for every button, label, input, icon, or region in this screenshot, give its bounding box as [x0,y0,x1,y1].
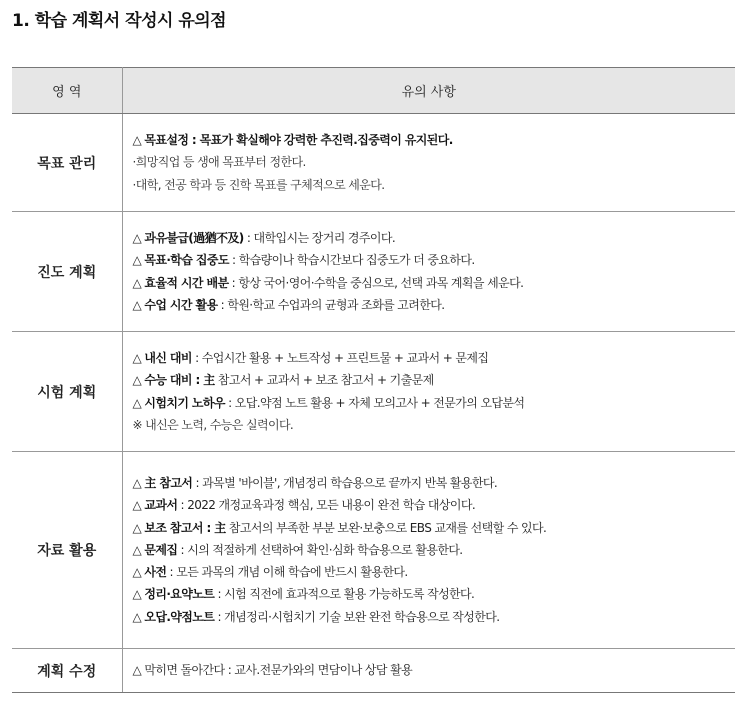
row-notes [122,212,735,332]
guidelines-table [12,67,735,693]
note-line: △ 오답.약점노트 : 개념정리·시험치기 기술 보완 완전 학습용으로 작성한다. [132,609,500,624]
header-notes: 유의 사항 [122,68,735,114]
note-line: △ 목표·학습 집중도 : 학습량이나 학습시간보다 집중도가 더 중요하다. [132,253,475,268]
row-category: 목표 관리 [12,114,122,212]
row-notes [122,649,735,693]
row-category: 자료 활용 [12,452,122,649]
note-line: △ 막히면 돌아간다 : 교사.전문가와의 면담이나 상담 활용 [132,663,413,678]
page-title: 1. 학습 계획서 작성시 유의점 [12,11,227,31]
note-line: △ 시험치기 노하우 : 오답.약점 노트 활용 + 자체 모의고사 + 전문가의 오답분석 [132,395,525,410]
row-category: 진도 계획 [12,212,122,332]
row-notes [122,332,735,452]
note-line: △ 정리·요약노트 : 시험 직전에 효과적으로 활용 가능하도록 작성한다. [132,587,475,602]
note-line: △ 교과서 : 2022 개정교육과정 핵심, 모든 내용이 완전 학습 대상이다. [132,498,476,513]
table-row [12,452,735,649]
note-line: △ 수업 시간 활용 : 학원·학교 수업과의 균형과 조화를 고려한다. [132,297,445,312]
row-category: 시험 계획 [12,332,122,452]
note-line: △ 사전 : 모든 과목의 개념 이해 학습에 반드시 활용한다. [132,565,408,580]
note-line: ·대학, 전공 학과 등 진학 목표를 구체적으로 세운다. [132,177,385,192]
note-line: △ 主 참고서 : 과목별 '바이블', 개념정리 학습용으로 끝까지 반복 활용한다. [132,475,498,490]
note-line: △ 과유불급(過猶不及) : 대학입시는 장거리 경주이다. [132,230,396,245]
row-notes [122,114,735,212]
row-notes [122,452,735,649]
table-row [12,649,735,693]
table-header-row [12,68,735,114]
table-row [12,212,735,332]
note-line: ※ 내신은 노력, 수능은 실력이다. [132,417,294,432]
note-line: △ 내신 대비 : 수업시간 활용 + 노트작성 + 프린트물 + 교과서 + 문제집 [132,350,489,365]
table-row [12,332,735,452]
note-line: △ 보조 참고서 : 主 참고서의 부족한 부분 보완·보충으로 EBS 교재를 선택할 수 있다. [132,520,547,535]
note-line: ·희망직업 등 생애 목표부터 정한다. [132,155,306,170]
row-category: 계획 수정 [12,649,122,693]
table-row [12,114,735,212]
header-category: 영 역 [12,68,122,114]
note-line: △ 목표설정 : 목표가 확실해야 강력한 추진력.집중력이 유지된다. [132,133,453,148]
note-line: △ 수능 대비 : 主 참고서 + 교과서 + 보조 참고서 + 기출문제 [132,373,434,388]
note-line: △ 효율적 시간 배분 : 항상 국어·영어·수학을 중심으로, 선택 과목 계획을 세운다. [132,275,524,290]
note-line: △ 문제집 : 시의 적절하게 선택하여 확인·심화 학습용으로 활용한다. [132,542,463,557]
